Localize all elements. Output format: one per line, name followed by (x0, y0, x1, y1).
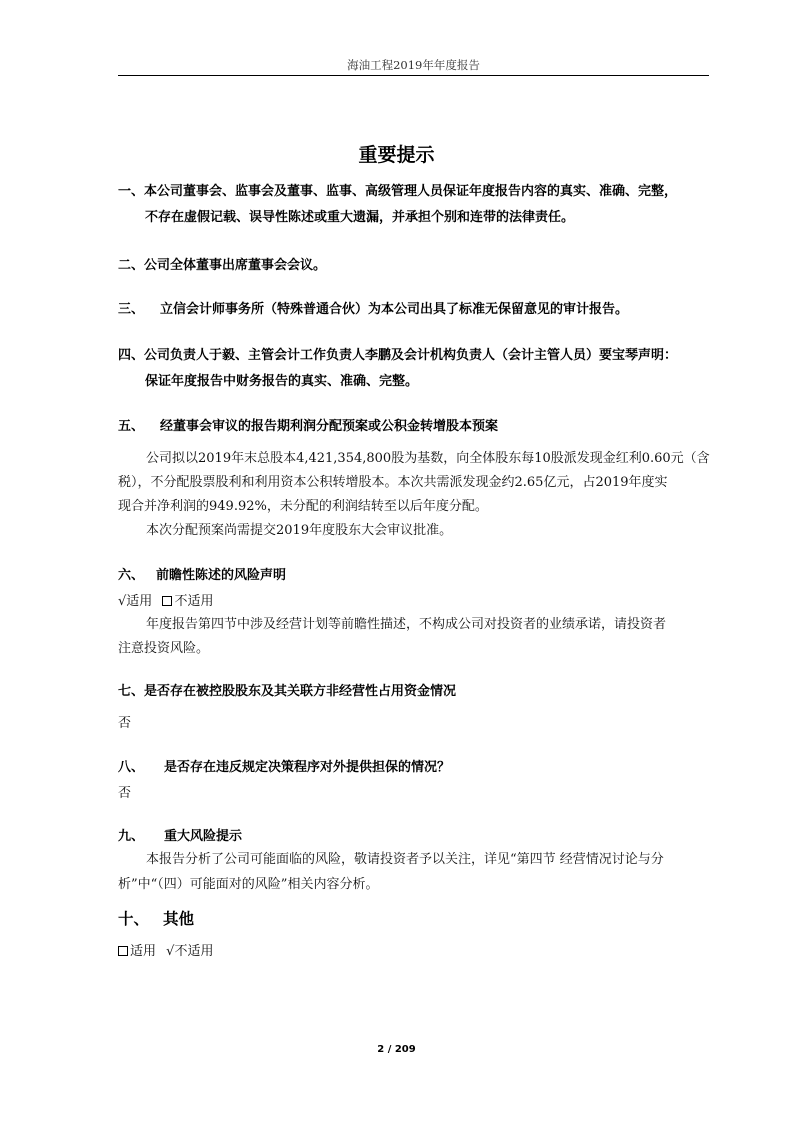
s6-number: 六、 (118, 568, 145, 583)
s6-option-not-applicable: 不适用 (174, 594, 214, 609)
s6-option-applicable: 适用 (126, 594, 153, 609)
s9-paragraph-line2: 析”中“（四）可能面对的风险”相关内容分析。 (118, 877, 379, 892)
s10-option-applicable: 适用 (130, 944, 157, 959)
s8-answer: 否 (118, 786, 132, 801)
s6-heading-text: 前瞻性陈述的风险声明 (156, 568, 287, 583)
s9-heading (118, 828, 242, 845)
s3-line (118, 301, 628, 318)
s8-heading (118, 759, 450, 776)
s7-answer: 否 (118, 716, 132, 731)
s8-number: 八、 (118, 760, 145, 775)
s5-paragraph-line2: 税），不分配股票股利和利用资本公积转增股本。本次共需派发现金约2.65亿元，占2019年度实 (118, 475, 668, 490)
s5-heading (118, 418, 498, 435)
s8-heading-text: 是否存在违反规定决策程序对外提供担保的情况？ (164, 760, 451, 775)
s1-line1: 一、本公司董事会、监事会及董事、监事、高级管理人员保证年度报告内容的真实、准确、完整， (118, 184, 678, 199)
s5-heading-text: 经董事会审议的报告期利润分配预案或公积金转增股本预案 (160, 419, 499, 434)
s5-paragraph-line4: 本次分配预案尚需提交2019年度股东大会审议批准。 (146, 523, 453, 538)
s10-options (118, 943, 213, 960)
s3-number: 三、 (118, 302, 145, 317)
s5-paragraph-line1: 公司拟以2019年末总股本4,421,354,800股为基数，向全体股东每10股派发现金红利0.60元（含 (146, 451, 710, 466)
s6-paragraph-line2: 注意投资风险。 (118, 641, 210, 656)
check-icon: √ (118, 594, 127, 609)
s10-number: 十、 (118, 910, 150, 928)
s5-paragraph-line3: 现合并净利润的949.92%，未分配的利润结转至以后年度分配。 (118, 499, 488, 514)
s6-paragraph-line1: 年度报告第四节中涉及经营计划等前瞻性描述，不构成公司对投资者的业绩承诺，请投资者 (146, 617, 667, 632)
s5-number: 五、 (118, 419, 145, 434)
page-header: 海油工程2019年年度报告 (118, 58, 709, 76)
s10-heading (118, 911, 194, 928)
s2-line1: 二、公司全体董事出席董事会会议。 (118, 258, 327, 273)
s4-line2: 保证年度报告中财务报告的真实、准确、完整。 (145, 374, 419, 389)
s9-heading-text: 重大风险提示 (164, 829, 243, 844)
s4-line1: 四、公司负责人于毅、主管会计工作负责人李鹏及会计机构负责人（会计主管人员）要宝琴声明： (118, 348, 678, 363)
s1-line2: 不存在虚假记载、误导性陈述或重大遗漏，并承担个别和连带的法律责任。 (145, 210, 575, 225)
s7-heading: 七、是否存在被控股股东及其关联方非经营性占用资金情况 (118, 684, 457, 699)
check-icon: √ (166, 944, 175, 959)
checkbox-empty-icon (118, 946, 128, 956)
page-number: 2 / 209 (377, 1044, 416, 1055)
s6-options (118, 593, 213, 610)
s10-option-not-applicable: 不适用 (174, 944, 214, 959)
s9-paragraph-line1: 本报告分析了公司可能面临的风险，敬请投资者予以关注，详见“第四节 经营情况讨论与分 (146, 852, 664, 867)
checkbox-empty-icon (162, 596, 172, 606)
s10-heading-text: 其他 (163, 910, 195, 928)
page-title: 重要提示 (358, 144, 435, 166)
s6-heading (118, 567, 286, 584)
s3-text: 立信会计师事务所（特殊普通合伙）为本公司出具了标准无保留意见的审计报告。 (160, 302, 629, 317)
s9-number: 九、 (118, 829, 145, 844)
